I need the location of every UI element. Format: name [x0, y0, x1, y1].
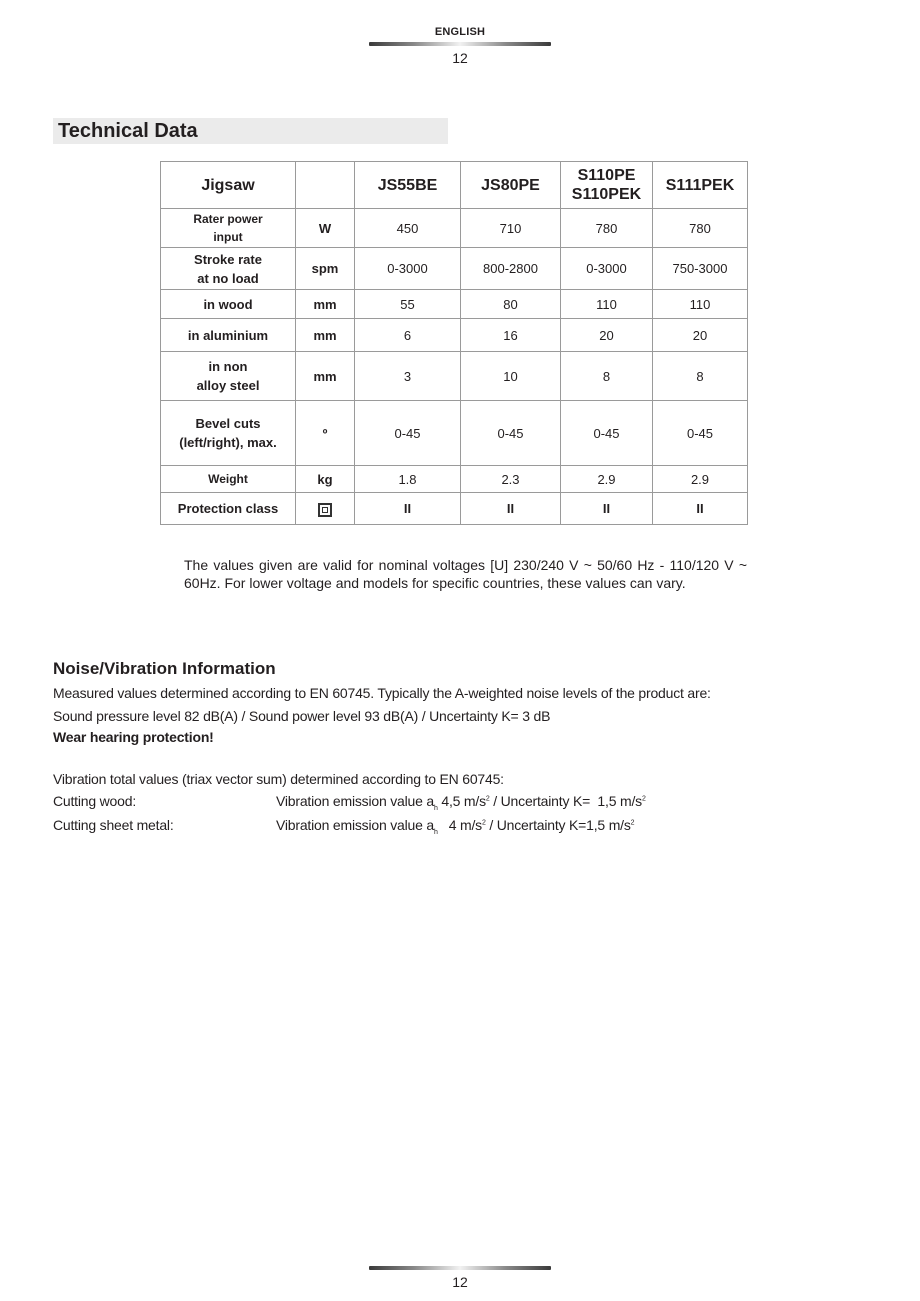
- header-model-line: S110PEK: [571, 186, 642, 203]
- row-label-line: at no load: [197, 270, 259, 286]
- cell-value: 2.9: [561, 466, 653, 493]
- cell-value: 8: [561, 352, 653, 401]
- cell-value: II: [355, 493, 461, 525]
- vib-sub: h: [433, 804, 438, 812]
- table-row: [161, 248, 748, 290]
- cell-value: 10: [461, 352, 561, 401]
- cell-value: 780: [561, 209, 653, 248]
- vibration-intro-text: Vibration total values (triax vector sum) determined according to EN 60745:: [53, 771, 504, 787]
- vib-sup: 2: [485, 795, 490, 803]
- row-unit: mm: [296, 290, 355, 319]
- cell-value: 6: [355, 319, 461, 352]
- cell-value: 0-45: [461, 401, 561, 466]
- header-model-line: S110PE: [577, 167, 636, 184]
- hearing-protection-warning: Wear hearing protection!: [53, 729, 214, 745]
- cell-value: II: [561, 493, 653, 525]
- cell-value: 0-45: [355, 401, 461, 466]
- header-model: [561, 162, 653, 209]
- cell-value: II: [461, 493, 561, 525]
- row-label-line: alloy steel: [196, 378, 260, 393]
- row-label-line: Stroke rate: [194, 251, 262, 267]
- voltage-note: The values given are valid for nominal voltages [U] 230/240 V ~ 50/60 Hz - 110/120 V ~ 60Hz. For lower voltage and models for specific countries, these values can vary.: [184, 557, 747, 591]
- header-language: ENGLISH: [434, 26, 486, 38]
- table-row: [161, 290, 748, 319]
- row-label-line: Rater power: [193, 212, 263, 226]
- cell-value: 80: [461, 290, 561, 319]
- row-label: in wood: [161, 290, 296, 319]
- vibration-value-wood: [276, 793, 646, 812]
- row-label-line: Bevel cuts: [195, 416, 261, 431]
- row-label: [161, 209, 296, 248]
- cell-value: 800-2800: [461, 248, 561, 290]
- row-unit: kg: [296, 466, 355, 493]
- cell-value: 0-45: [561, 401, 653, 466]
- header-unit-blank: [296, 162, 355, 209]
- table-row: [161, 352, 748, 401]
- vib-prefix: Vibration emission value a: [276, 817, 434, 833]
- vib-sup: 2: [630, 819, 635, 827]
- row-unit: [296, 493, 355, 525]
- header-jigsaw: Jigsaw: [161, 162, 296, 209]
- cell-value: 2.9: [653, 466, 748, 493]
- vibration-label-metal: Cutting sheet metal:: [53, 817, 174, 833]
- table-row: [161, 319, 748, 352]
- row-label: [161, 248, 296, 290]
- table-row: [161, 209, 748, 248]
- row-label-line: input: [213, 230, 243, 244]
- double-insulation-icon: [318, 503, 332, 517]
- cell-value: 710: [461, 209, 561, 248]
- vib-sup: 2: [641, 795, 646, 803]
- row-label-line: in non: [208, 359, 248, 374]
- row-unit: W: [296, 209, 355, 248]
- cell-value: 1.8: [355, 466, 461, 493]
- row-label: Protection class: [161, 493, 296, 525]
- header-model: JS80PE: [461, 162, 561, 209]
- cell-value: 0-3000: [355, 248, 461, 290]
- cell-value: 20: [653, 319, 748, 352]
- cell-value: 16: [461, 319, 561, 352]
- header-model: S111PEK: [653, 162, 748, 209]
- table-row: [161, 493, 748, 525]
- vib-sub: h: [433, 828, 438, 836]
- footer-rule: [369, 1266, 551, 1270]
- row-label: Weight: [161, 466, 296, 493]
- cell-value: 8: [653, 352, 748, 401]
- section-title-noise: Noise/Vibration Information: [53, 659, 276, 678]
- cell-value: 110: [653, 290, 748, 319]
- technical-data-table: [160, 161, 748, 525]
- row-label: in aluminium: [161, 319, 296, 352]
- footer-page-number: 12: [452, 1274, 468, 1290]
- header-model: JS55BE: [355, 162, 461, 209]
- row-unit: mm: [296, 352, 355, 401]
- cell-value: 20: [561, 319, 653, 352]
- section-title-technical-data: Technical Data: [53, 118, 448, 144]
- vib-uncertainty: / Uncertainty K= 1,5 m/s: [489, 793, 642, 809]
- noise-levels-text: Sound pressure level 82 dB(A) / Sound power level 93 dB(A) / Uncertainty K= 3 dB: [53, 708, 551, 724]
- vib-value: 4 m/s: [437, 817, 482, 833]
- row-unit: º: [296, 401, 355, 466]
- cell-value: 450: [355, 209, 461, 248]
- table-header-row: [161, 162, 748, 209]
- vib-prefix: Vibration emission value a: [276, 793, 434, 809]
- table-row: [161, 401, 748, 466]
- vib-value: 4,5 m/s: [437, 793, 486, 809]
- table-row: [161, 466, 748, 493]
- row-label: [161, 401, 296, 466]
- row-label: [161, 352, 296, 401]
- cell-value: 110: [561, 290, 653, 319]
- cell-value: 3: [355, 352, 461, 401]
- cell-value: 0-3000: [561, 248, 653, 290]
- row-label-line: (left/right), max.: [179, 435, 277, 450]
- cell-value: 2.3: [461, 466, 561, 493]
- cell-value: 0-45: [653, 401, 748, 466]
- vib-sup: 2: [481, 819, 486, 827]
- row-unit: mm: [296, 319, 355, 352]
- header-rule: [369, 42, 551, 46]
- vib-uncertainty: / Uncertainty K=1,5 m/s: [485, 817, 631, 833]
- cell-value: II: [653, 493, 748, 525]
- cell-value: 750-3000: [653, 248, 748, 290]
- cell-value: 780: [653, 209, 748, 248]
- header-page-number: 12: [452, 50, 468, 66]
- cell-value: 55: [355, 290, 461, 319]
- row-unit: spm: [296, 248, 355, 290]
- vibration-value-metal: [276, 817, 634, 836]
- vibration-label-wood: Cutting wood:: [53, 793, 137, 809]
- noise-measured-text: Measured values determined according to EN 60745. Typically the A-weighted noise levels of the product are:: [53, 685, 711, 701]
